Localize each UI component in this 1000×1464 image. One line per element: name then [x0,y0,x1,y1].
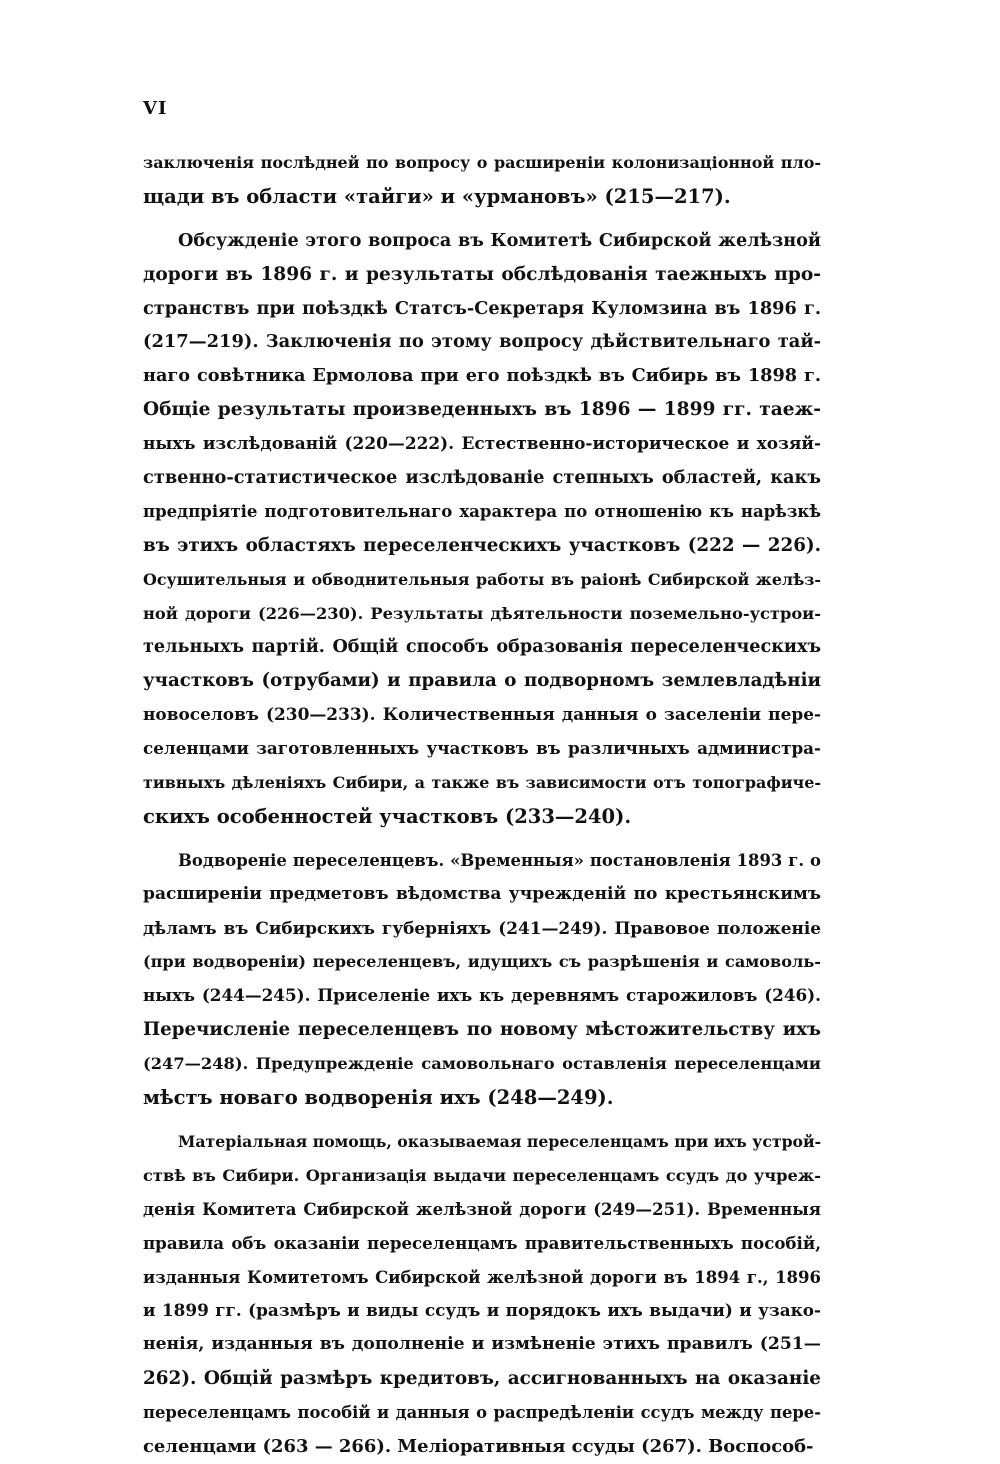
text-line: скихъ особенностей участковъ (233—240). [143,804,632,828]
text-line: ственно-статистическое изслѣдованіе степныхъ областей, какъ [143,467,821,489]
paragraph [143,224,821,834]
text-line: Осушительныя и обводнительныя работы въ раіонѣ Сибирской желѣз- [143,569,821,589]
text-line: ной дороги (226—230). Результаты дѣятельности поземельно-устрои- [143,603,821,623]
text-line: (247—248). Предупрежденіе самовольнаго оставленія переселенцами [143,1054,821,1074]
text-line: ненія, изданныя въ дополненіе и измѣненіе этихъ правилъ (251— [143,1334,821,1355]
text-line: заключенія послѣдней по вопросу о расширеніи колонизаціонной пло- [143,153,821,172]
page-number: VI [143,98,168,119]
text-line: участковъ (отрубами) и правила о подворномъ землевладѣніи [143,670,821,692]
text-line: селенцами (263 — 266). Меліоративныя ссуды (267). Воспособ- [143,1435,814,1457]
text-line: дороги въ 1896 г. и результаты обслѣдованія таежныхъ про- [143,263,821,285]
text-line: (217—219). Заключенія по этому вопросу дѣйствительнаго тай- [143,331,821,353]
text-line: переселенцамъ пособій и данныя о распредѣленіи ссудъ между пере- [143,1403,821,1423]
text-line: Обсужденіе этого вопроса въ Комитетѣ Сибирской желѣзной [178,229,821,251]
text-line: расширеніи предметовъ вѣдомства учрежденій по крестьянскимъ [143,883,821,904]
text-line: тельныхъ партій. Общій способъ образованія переселенческихъ [143,636,821,658]
paragraph [143,146,821,214]
text-line: 262). Общій размѣръ кредитовъ, ассигнованныхъ на оказаніе [143,1368,821,1390]
paragraph [143,844,821,1115]
text-line: странствъ при поѣздкѣ Статсъ-Секретаря Куломзина въ 1896 г. [143,297,821,319]
text-line: и 1899 гг. (размѣръ и виды ссудъ и порядокъ ихъ выдачи) и узако- [143,1300,821,1321]
text-line: дѣламъ въ Сибирскихъ губерніяхъ (241—249). Правовое положеніе [143,917,821,938]
text-line: Перечисленіе переселенцевъ по новому мѣстожительству ихъ [143,1019,821,1041]
text-line: денія Комитета Сибирской желѣзной дороги (249—251). Временныя [143,1198,821,1219]
text-line: въ этихъ областяхъ переселенческихъ участковъ (222 — 226). [143,534,821,556]
text-line: ствѣ въ Сибири. Организація выдачи переселенцамъ ссудъ до учреж- [143,1165,821,1185]
text-line: селенцами заготовленныхъ участковъ въ различныхъ администра- [143,738,821,759]
text-line: правила объ оказаніи переселенцамъ правительственныхъ пособій, [143,1232,821,1253]
text-line: изданныя Комитетомъ Сибирской желѣзной дороги въ 1894 г., 1896 [143,1266,821,1287]
text-line: новоселовъ (230—233). Количественныя данныя о заселеніи пере- [143,704,821,725]
text-line: Водвореніе переселенцевъ. «Временныя» постановленія 1893 г. о [178,850,821,870]
text-line: Общіе результаты произведенныхъ въ 1896 — 1899 гг. таеж- [143,399,821,421]
paragraph [143,1125,821,1464]
text-line: щади въ области «тайги» и «урмановъ» (215—217). [143,184,731,208]
text-line: предпріятіе подготовительнаго характера по отношенію къ нарѣзкѣ [143,500,821,521]
text-line: (при водвореніи) переселенцевъ, идущихъ съ разрѣшенія и самоволь- [143,952,821,972]
text-line: ныхъ (244—245). Приселеніе ихъ къ деревнямъ старожиловъ (246). [143,985,821,1006]
text-line: мѣстъ новаго водворенія ихъ (248—249). [143,1086,614,1110]
text-line: ныхъ изслѣдованій (220—222). Естественно-историческое и хозяй- [143,433,821,454]
text-line: Матеріальная помощь, оказываемая переселенцамъ при ихъ устрой- [178,1131,822,1151]
text-line: тивныхъ дѣленіяхъ Сибири, а также въ зависимости отъ топографиче- [143,773,821,793]
body-text [143,146,821,1464]
text-line: наго совѣтника Ермолова при его поѣздкѣ въ Сибирь въ 1898 г. [143,365,821,387]
